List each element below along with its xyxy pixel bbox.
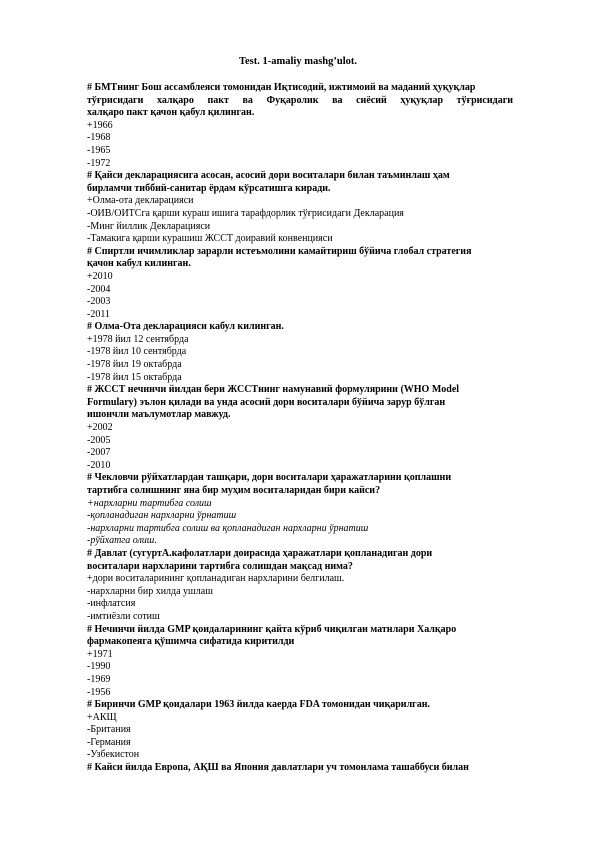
question-text-line: # Чекловчи рўйхатлардан ташқари, дори воситалари ҳаражатларини қоплашни (87, 472, 452, 484)
answer-option: -1978 йил 10 сентябрда (87, 346, 187, 358)
answer-option: +1966 (87, 119, 113, 131)
document-title: Test. 1-amaliy mashg’ulot. (238, 56, 358, 67)
question-text-line: # БМТнинг Бош ассамблеяси томонидан Иқтисодий, ижтимоий ва маданий ҳуқуқлар (87, 82, 476, 93)
test-content (87, 82, 513, 775)
question-text-line: # Нечинчи йилда GMP қоидаларининг қайта кўриб чиқилган матнлари Халқаро (87, 623, 457, 635)
answer-option: +1971 (87, 648, 113, 660)
question-text-line: қачон кабул килинган. (87, 258, 191, 270)
question-text-line: воситалари нархларини тартибга солишдан мақсад нима? (87, 560, 353, 572)
answer-option: -2005 (87, 434, 111, 446)
answer-option: -Британия (87, 724, 131, 736)
answer-option: -Минг йиллик Декларацияси (87, 220, 211, 232)
question-text-line: фармакопеяга қўшимча сифатида киритилди (87, 636, 295, 648)
question-text-line: # Спиртли ичимликлар зарарли истеъмолини камайтириш бўйича глобал стратегия (87, 245, 472, 257)
answer-option: -1965 (87, 144, 111, 156)
question-text-line: # Давлат (сугуртА.кафолатлари доирасида ҳаражатлари қопланадиган дори (87, 547, 433, 559)
answer-option: +2002 (87, 422, 113, 434)
answer-option: -нархларни бир хилда ушлаш (87, 585, 213, 597)
answer-option: +Олма-ота декларацияси (87, 195, 194, 207)
answer-option: -ОИВ/ОИТСга қарши кураш ишига тарафдорлик тўғрисидаги Декларация (87, 207, 404, 219)
question-text-line: ишончли маълумотлар мавжуд. (87, 409, 231, 421)
answer-option: -1968 (87, 132, 111, 144)
question-text-line: Formulary) эълон қилади ва унда асосий дори воситалари бўйича зарур бўлган (87, 396, 446, 408)
answer-option: -Узбекистон (87, 749, 140, 761)
answer-option: -1972 (87, 157, 111, 169)
answer-option: -имтиёзли сотиш (87, 610, 160, 622)
answer-option: -2010 (87, 459, 111, 471)
answer-option: -рўйхатга олиш. (87, 535, 157, 547)
answer-option: -қопланадиган нархларни ўрнатиш (87, 510, 237, 522)
question-text-line: # Қайси декларациясига асосан, асосий дори воситалари билан таъминлаш ҳам (87, 170, 450, 182)
answer-option: -1978 йил 19 октабрда (87, 359, 182, 371)
answer-option: -нархларни тартибга солиш ва қопланадиган нархларни ўрнатиш (87, 522, 369, 534)
answer-option: -2011 (87, 308, 110, 320)
answer-option: -инфлатсия (87, 598, 136, 610)
question-text-line: халқаро пакт қачон қабул қилинган. (87, 107, 255, 119)
question-text-line: # Олма-Ота декларацияси кабул килинган. (87, 321, 284, 333)
question-text-line: # Кайси йилда Европа, АҚШ ва Япония давлатлари уч томонлама ташаббуси билан (87, 762, 469, 774)
answer-option: -2004 (87, 283, 111, 295)
question-text-line: # Биринчи GMP қоидалари 1963 йилда каерда FDA томонидан чиқарилган. (87, 699, 430, 711)
answer-option: -1956 (87, 686, 111, 698)
answer-option: +дори воситаларининг қопланадиган нархларини белгилаш. (87, 573, 345, 585)
answer-option: -1978 йил 15 октабрда (87, 371, 182, 383)
answer-option: -Германия (87, 736, 131, 748)
question-text-line: бирламчи тиббий-санитар ёрдам кўрсатишга киради. (87, 182, 331, 194)
question-text-line: тўғрисидаги халқаро пакт ва Фуқаролик ва сиёсий ҳуқуқлар тўғрисидаги (87, 94, 513, 106)
answer-option: -Тамакига қарши курашиш ЖССТ доиравий конвенцияси (87, 233, 333, 245)
question-text-line: тартибга солишнинг яна бир муҳим воситаларидан бири кайси? (87, 485, 381, 496)
question-text-line: # ЖССТ нечинчи йилдан бери ЖССТнинг намунавий формулярини (WHO Model (87, 384, 460, 396)
answer-option: -2003 (87, 296, 111, 308)
answer-option: -1969 (87, 673, 111, 685)
answer-option: +нархларни тартибга солиш (87, 497, 212, 509)
answer-option: -2007 (87, 447, 111, 459)
answer-option: +2010 (87, 270, 113, 282)
answer-option: +1978 йил 12 сентябрда (87, 333, 189, 345)
answer-option: +АКЩ (87, 711, 117, 723)
answer-option: -1990 (87, 661, 111, 673)
